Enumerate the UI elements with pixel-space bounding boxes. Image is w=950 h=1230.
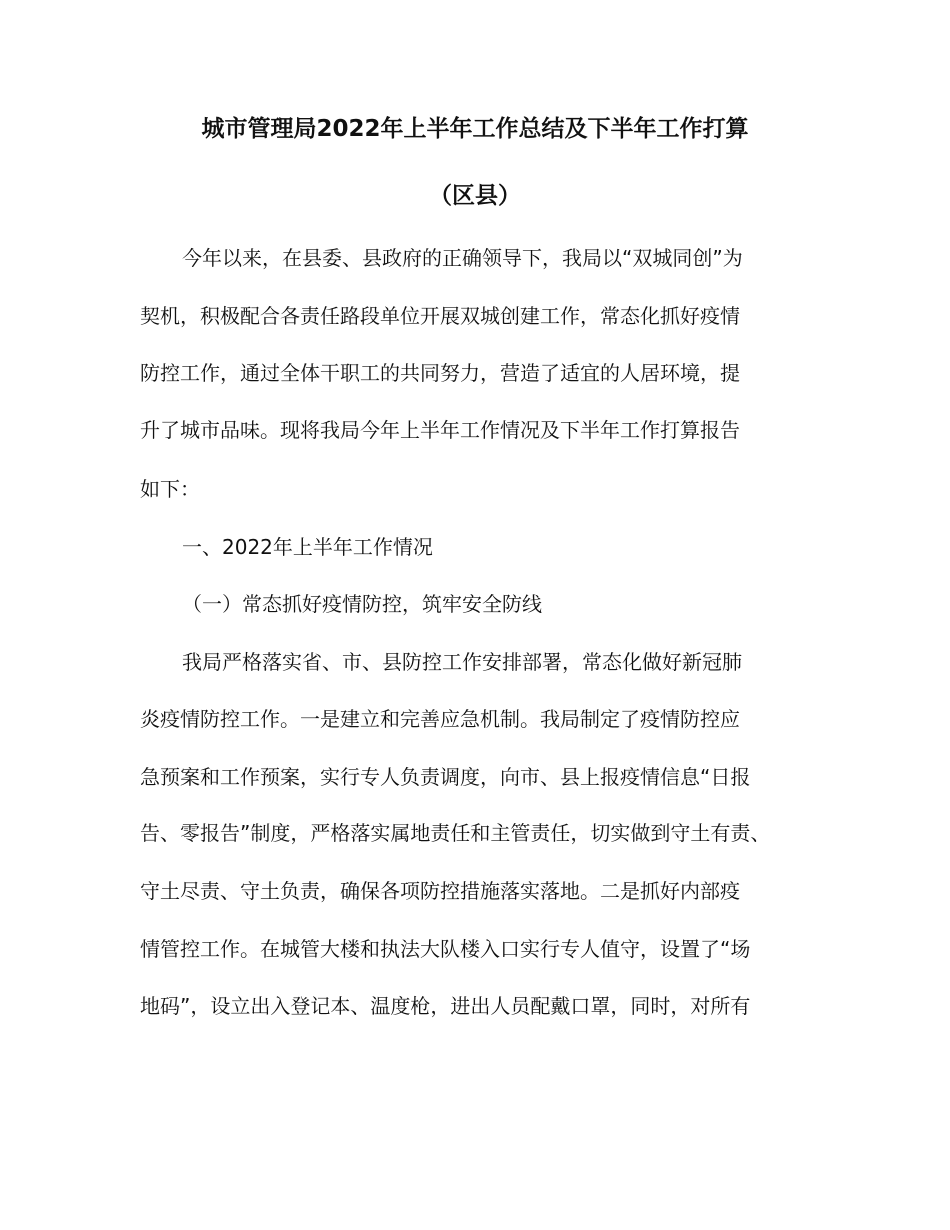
paragraph-line: 守土尽责、守土负责，确保各项防控措施落实落地。二是抓好内部疫 <box>140 879 740 903</box>
section-heading: 一、2022年上半年工作情况 <box>182 535 433 559</box>
paragraph-line: 告、零报告”制度，严格落实属地责任和主管责任，切实做到守土有责、 <box>140 821 771 845</box>
paragraph-line: 急预案和工作预案，实行专人负责调度，向市、县上报疫情信息“日报 <box>140 765 751 789</box>
paragraph-line: 今年以来，在县委、县政府的正确领导下，我局以“双城同创”为 <box>182 246 743 270</box>
paragraph-line: 契机，积极配合各责任路段单位开展双城创建工作，常态化抓好疫情 <box>140 304 740 328</box>
paragraph-line: 地码”，设立出入登记本、温度枪，进出人员配戴口罩，同时，对所有 <box>140 994 751 1018</box>
paragraph-line: 防控工作，通过全体干职工的共同努力，营造了适宜的人居环境，提 <box>140 361 740 385</box>
paragraph-line: 情管控工作。在城管大楼和执法大队楼入口实行专人值守，设置了“场 <box>140 937 751 961</box>
paragraph-line: 炎疫情防控工作。一是建立和完善应急机制。我局制定了疫情防控应 <box>140 707 740 731</box>
document-title: 城市管理局2022年上半年工作总结及下半年工作打算 <box>201 116 749 142</box>
paragraph-line: 升了城市品味。现将我局今年上半年工作情况及下半年工作打算报告 <box>140 418 740 442</box>
document-subtitle: （区县） <box>429 183 521 209</box>
subsection-heading: （一）常态抓好疫情防控，筑牢安全防线 <box>182 592 542 616</box>
paragraph-line: 我局严格落实省、市、县防控工作安排部署，常态化做好新冠肺 <box>182 650 742 674</box>
paragraph-line: 如下： <box>140 477 200 501</box>
